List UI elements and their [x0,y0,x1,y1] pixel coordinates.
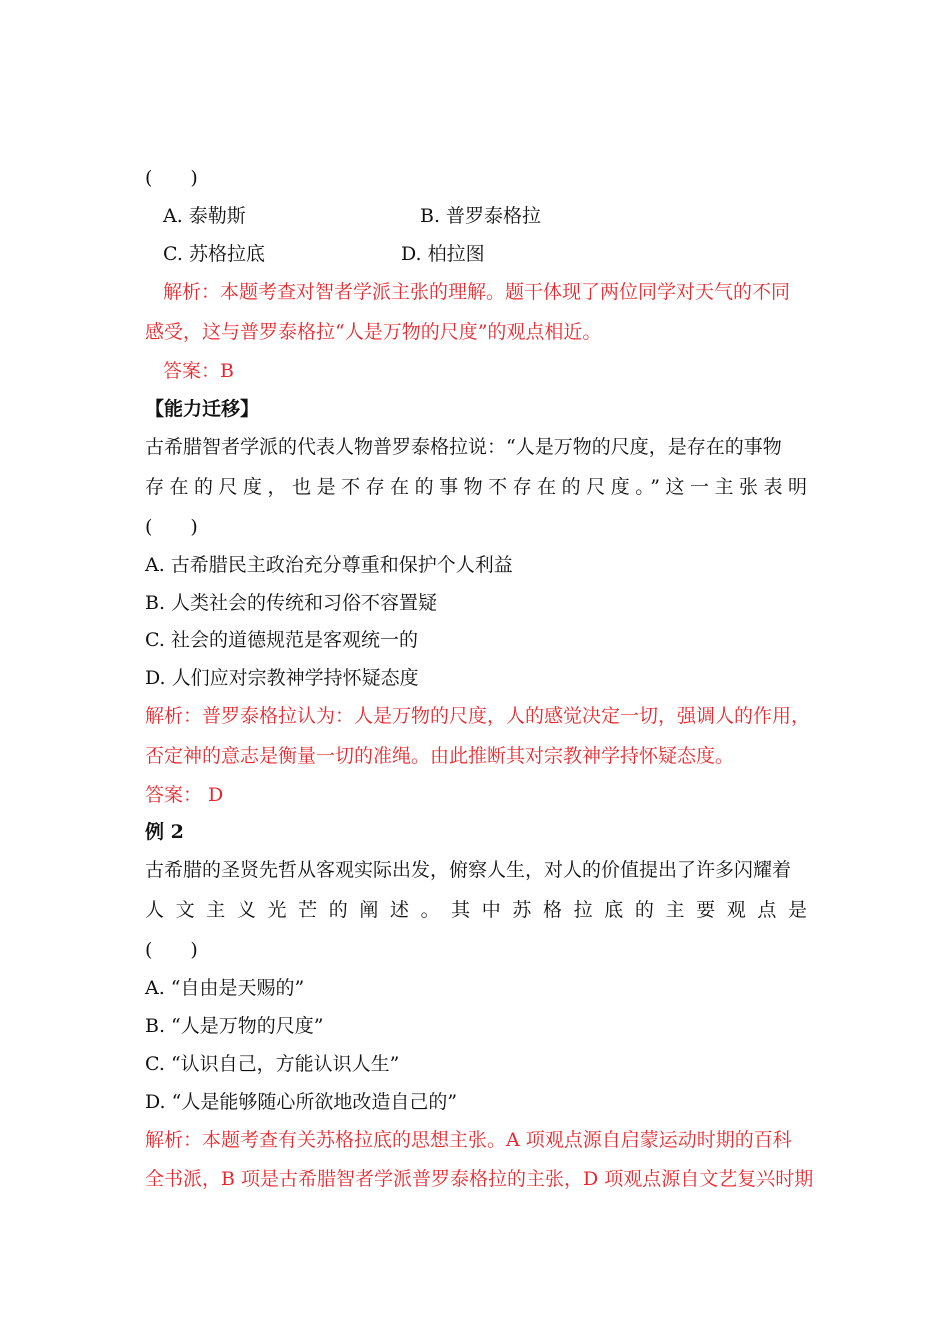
q1-option-a: A. 泰勒斯 [163,205,246,227]
q2-answer: 答案： D [145,784,224,806]
q2-option-a: A. 古希腊民主政治充分尊重和保护个人利益 [145,554,513,576]
q2-stem-line-1: 古希腊智者学派的代表人物普罗泰格拉说：“人是万物的尺度，是存在的事物 [145,436,782,458]
q2-analysis-line-1: 解析：普罗泰格拉认为：人是万物的尺度，人的感觉决定一切，强调人的作用， [145,705,811,727]
q1-analysis-line-1: 解析：本题考查对智者学派主张的理解。题干体现了两位同学对天气的不同 [163,281,791,303]
q1-option-b: B. 普罗泰格拉 [420,205,542,227]
q3-option-a: A. “自由是天赐的” [145,977,305,999]
q3-option-c: C. “认识自己，方能认识人生” [145,1053,400,1075]
q2-stem-line-2: 存在的尺度，也是不存在的事物不存在的尺度。”这一主张表明 [145,476,807,498]
q1-analysis-line-2: 感受，这与普罗泰格拉“人是万物的尺度”的观点相近。 [145,321,602,343]
q2-answer-paren: ( ) [145,516,198,538]
q3-stem-line-1: 古希腊的圣贤先哲从客观实际出发，俯察人生，对人的价值提出了许多闪耀着 [145,859,792,881]
q2-option-d: D. 人们应对宗教神学持怀疑态度 [145,667,419,689]
q2-option-b: B. 人类社会的传统和习俗不容置疑 [145,592,438,614]
q3-option-d: D. “人是能够随心所欲地改造自己的” [145,1091,458,1113]
q3-option-b: B. “人是万物的尺度” [145,1015,324,1037]
q3-answer-paren: ( ) [145,939,198,961]
example-heading: 例 2 [145,821,184,843]
q1-answer: 答案：B [163,360,234,382]
q3-analysis-line-1: 解析：本题考查有关苏格拉底的思想主张。A 项观点源自启蒙运动时期的百科 [145,1129,792,1151]
q2-option-c: C. 社会的道德规范是客观统一的 [145,629,418,651]
q1-option-c: C. 苏格拉底 [163,243,265,265]
q1-answer-paren: ( ) [145,167,198,189]
section-heading-ability-transfer: 【能力迁移】 [145,398,260,420]
q1-option-d: D. 柏拉图 [401,243,485,265]
q3-analysis-line-2: 全书派，B 项是古希腊智者学派普罗泰格拉的主张，D 项观点源自文艺复兴时期 [145,1168,814,1190]
q2-analysis-line-2: 否定神的意志是衡量一切的准绳。由此推断其对宗教神学持怀疑态度。 [145,745,735,767]
q3-stem-line-2: 人文主义光芒的阐述。其中苏格拉底的主要观点是 [145,899,807,921]
